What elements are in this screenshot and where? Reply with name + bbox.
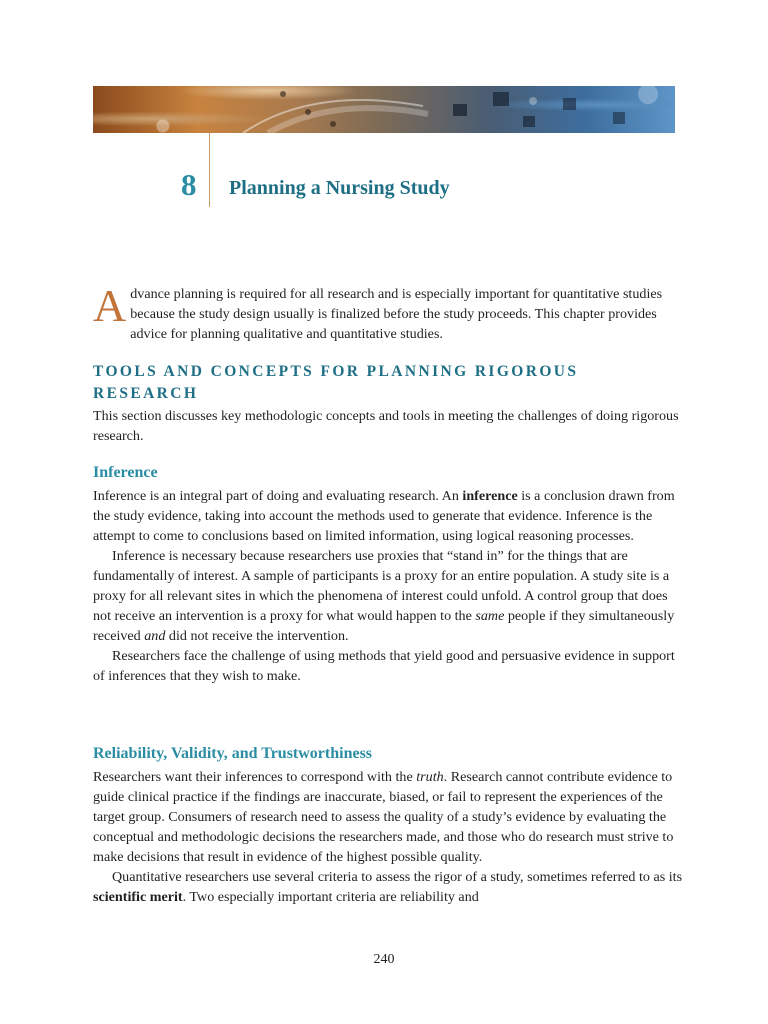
chapter-number: 8 (181, 167, 197, 202)
page-number: 240 (373, 952, 395, 967)
section-intro: This section discusses key methodologic concepts and tools in meeting the challenges of doing rigorous research. (93, 408, 679, 444)
reliability-paragraph-1 (93, 767, 683, 867)
inference-p2-text-b: people if they simultaneously received (93, 608, 675, 644)
chapter-divider-line (209, 133, 210, 207)
intro-paragraph (93, 280, 683, 344)
reliability-body (93, 767, 683, 907)
reliability-paragraph-2 (93, 867, 683, 907)
reliability-p2-text-b: . Two especially important criteria are reliability and (182, 889, 479, 905)
reliability-p2-text-a: Quantitative researchers use several criteria to assess the rigor of a study, sometimes referred to as its (112, 869, 683, 885)
inference-heading: Inference (93, 464, 158, 481)
section-heading: TOOLS AND CONCEPTS FOR PLANNING RIGOROUS RESEARCH (93, 363, 579, 402)
truth-emphasis: truth (416, 769, 444, 785)
inference-body (93, 486, 683, 686)
chapter-title: Planning a Nursing Study (229, 177, 450, 199)
reliability-p1-text-a: Researchers want their inferences to correspond with the (93, 769, 417, 785)
inference-p2-text-c: did not receive the intervention. (165, 628, 349, 644)
inference-p1-text-a: Inference is an integral part of doing and evaluating research. An (93, 488, 463, 504)
drop-cap: A (93, 280, 127, 331)
reliability-p1-text-b: . Research cannot contribute evidence to guide clinical practice if the findings are inaccurate, biased, or fail to represent the experiences of the target group. Consumers of research need to assess the quality of a study’s evidence by evaluating the conceptual and methodologic decisions the researchers made, and those who do research must strive to make decisions that result in evidence of the highest possible quality. (93, 769, 674, 865)
intro-text: dvance planning is required for all research and is especially important for quantitative studies because the study design usually is finalized before the study proceeds. This chapter provides advice for planning qualitative and quantitative studies. (130, 286, 663, 342)
inference-paragraph-2 (93, 546, 683, 646)
scientific-merit-term: scientific merit (93, 889, 183, 905)
reliability-heading: Reliability, Validity, and Trustworthiness (93, 745, 373, 762)
inference-term: inference (462, 488, 518, 504)
inference-p1-text-b: is a conclusion drawn from the study evidence, taking into account the methods used to generate that evidence. Inference is the attempt to come to conclusions based on limited information, using logical reasoning processes. (93, 488, 675, 544)
inference-and-emphasis: and (144, 628, 166, 644)
chapter-banner-image (93, 86, 675, 133)
banner-decoration (93, 86, 675, 133)
inference-p2-text-a: Inference is necessary because researchers use proxies that “stand in” for the things that are fundamentally of interest. A sample of participants is a proxy for an entire population. A study site is a proxy for all relevant sites in which the phenomena of interest could unfold. A control group that does not receive an intervention is a proxy for what would happen to the (93, 548, 670, 624)
inference-paragraph-3: Researchers face the challenge of using methods that yield good and persuasive evidence in support of inferences that they wish to make. (93, 648, 675, 684)
inference-same-emphasis: same (475, 608, 505, 624)
inference-paragraph-1 (93, 486, 683, 546)
